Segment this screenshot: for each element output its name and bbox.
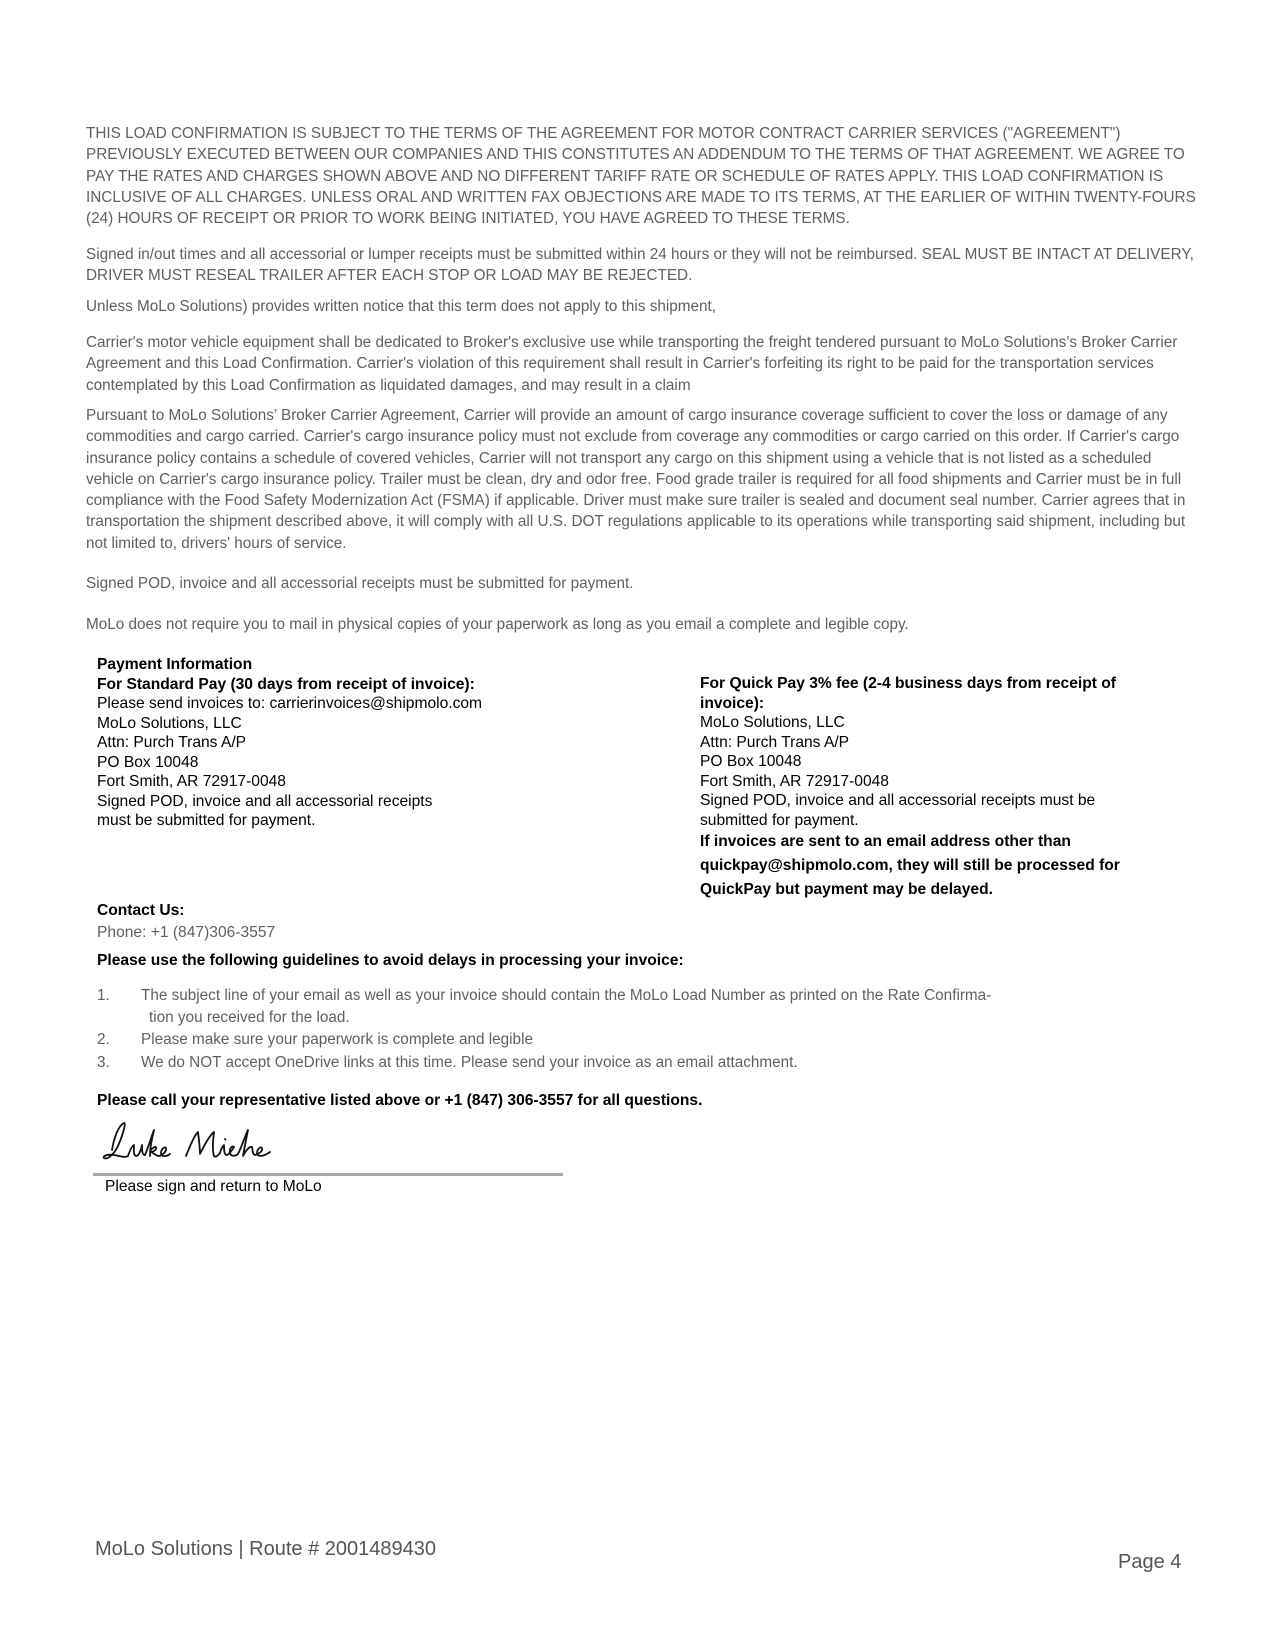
quick-pay-line: MoLo Solutions, LLC: [700, 714, 845, 731]
guidelines-list: [97, 985, 1097, 1074]
standard-pay-line: PO Box 10048: [97, 753, 199, 771]
call-representative-note: Please call your representative listed above or +1 (847) 306-3557 for all questions.: [97, 1092, 703, 1109]
guidelines-heading: Please use the following guidelines to avoid delays in processing your invoice:: [97, 952, 684, 969]
dedicated-equipment-paragraph: Carrier's motor vehicle equipment shall be dedicated to Broker's exclusive use while transporting the freight tendered pursuant to MoLo Solutions’s Broker Carrier Agreement and this Load Confirmation. Carrier's violation of this requirement shall result in Carrier's forfeiting its right to be paid for the transportation services contemplated by this Load Confirmation as liquidated damages, and may result in a claim: [86, 334, 1178, 394]
footer-page-number: Page 4: [1118, 1551, 1182, 1573]
quick-pay-block: [700, 674, 1150, 902]
standard-pay-line: Fort Smith, AR 72917-0048: [97, 773, 286, 790]
terms-paragraph: THIS LOAD CONFIRMATION IS SUBJECT TO THE TERMS OF THE AGREEMENT FOR MOTOR CONTRACT CARRIER SERVICES ("AGREEMENT") PREVIOUSLY EXECUTED BETWEEN OUR COMPANIES AND THIS CONSTITUTES AN ADDENDUM TO THE TERMS OF THAT AGREEMENT. WE AGREE TO PAY THE RATES AND CHARGES SHOWN ABOVE AND NO DIFFERENT TARIFF RATE OR SCHEDULE OF RATES APPLY. THIS LOAD CONFIRMATION IS INCLUSIVE OF ALL CHARGES. UNLESS ORAL AND WRITTEN FAX OBJECTIONS ARE MADE TO ITS TERMS, AT THE EARLIER OF WITHIN TWENTY-FOURS (24) HOURS OF RECEIPT OR PRIOR TO WORK BEING INITIATED, YOU HAVE AGREED TO THESE TERMS.: [86, 125, 1196, 228]
quick-pay-line: Signed POD, invoice and all accessorial receipts must be submitted for payment.: [700, 792, 1096, 829]
pod-paragraph: Signed POD, invoice and all accessorial receipts must be submitted for payment.: [86, 575, 634, 592]
guideline-text-continued: tion you received for the load.: [149, 1008, 350, 1026]
handwritten-signature: [100, 1118, 300, 1172]
contact-phone: Phone: +1 (847)306-3557: [97, 924, 276, 941]
quick-pay-note: If invoices are sent to an email address other than quickpay@shipmolo.com, they will still be processed for QuickPay but payment may be delayed.: [700, 833, 1120, 898]
guideline-text: Please make sure your paperwork is complete and legible: [141, 1031, 533, 1048]
standard-pay-line: Signed POD, invoice and all accessorial receipts: [97, 792, 433, 810]
unless-paragraph: Unless MoLo Solutions) provides written notice that this term does not apply to this shipment,: [86, 298, 717, 315]
guideline-number: 2.: [97, 1031, 110, 1048]
standard-pay-heading: For Standard Pay (30 days from receipt of invoice):: [97, 675, 475, 693]
quick-pay-line: Fort Smith, AR 72917-0048: [700, 772, 889, 790]
footer-route: MoLo Solutions | Route # 2001489430: [95, 1538, 437, 1560]
signed-times-paragraph: Signed in/out times and all accessorial or lumper receipts must be submitted within 24 hours or they will not be reimbursed. SEAL MUST BE INTACT AT DELIVERY, DRIVER MUST RESEAL TRAILER AFTER EACH STOP OR LOAD MAY BE REJECTED.: [86, 246, 1194, 285]
standard-pay-line: must be submitted for payment.: [97, 812, 316, 829]
standard-pay-line: Please send invoices to: carrierinvoices@shipmolo.com: [97, 695, 483, 712]
payment-info-title: Payment Information: [97, 656, 253, 673]
guideline-number: 3.: [97, 1053, 110, 1071]
sign-and-return-label: Please sign and return to MoLo: [105, 1178, 322, 1195]
standard-pay-block: [97, 655, 657, 831]
guideline-text: We do NOT accept OneDrive links at this time. Please send your invoice as an email attachment.: [141, 1053, 798, 1071]
contact-label: Contact Us:: [97, 902, 185, 919]
guideline-number: 1.: [97, 987, 110, 1004]
guideline-item: [97, 1029, 1097, 1051]
quick-pay-line: Attn: Purch Trans A/P: [700, 733, 850, 751]
guideline-text: The subject line of your email as well as your invoice should contain the MoLo Load Number as printed on the Rate Confirma-: [141, 987, 992, 1004]
standard-pay-line: MoLo Solutions, LLC: [97, 714, 242, 732]
guideline-item: [97, 985, 1097, 1028]
mail-paragraph: MoLo does not require you to mail in physical copies of your paperwork as long as you email a complete and legible copy.: [86, 616, 909, 633]
standard-pay-line: Attn: Purch Trans A/P: [97, 734, 247, 751]
signature-line: [93, 1173, 563, 1176]
cargo-insurance-paragraph: Pursuant to MoLo Solutions’ Broker Carrier Agreement, Carrier will provide an amount of cargo insurance coverage sufficient to cover the loss or damage of any commodities and cargo carried. Carrier's cargo insurance policy must not exclude from coverage any commodities or cargo carried on this order. If Carrier's cargo insurance policy contains a schedule of covered vehicles, Carrier will not transport any cargo on this shipment using a vehicle that is not listed as a scheduled vehicle on Carrier's cargo insurance policy. Trailer must be clean, dry and odor free. Food grade trailer is required for all food shipments and Carrier must be in full compliance with the Food Safety Modernization Act (FSMA) if applicable. Driver must make sure trailer is sealed and document seal number. Carrier agrees that in transportation the shipment described above, it will comply with all U.S. DOT regulations applicable to its operations while transporting said shipment, including but not limited to, drivers' hours of service.: [86, 407, 1186, 552]
quick-pay-heading: For Quick Pay 3% fee (2-4 business days from receipt of invoice):: [700, 675, 1116, 712]
quick-pay-line: PO Box 10048: [700, 753, 802, 770]
guideline-item: [97, 1052, 1097, 1074]
